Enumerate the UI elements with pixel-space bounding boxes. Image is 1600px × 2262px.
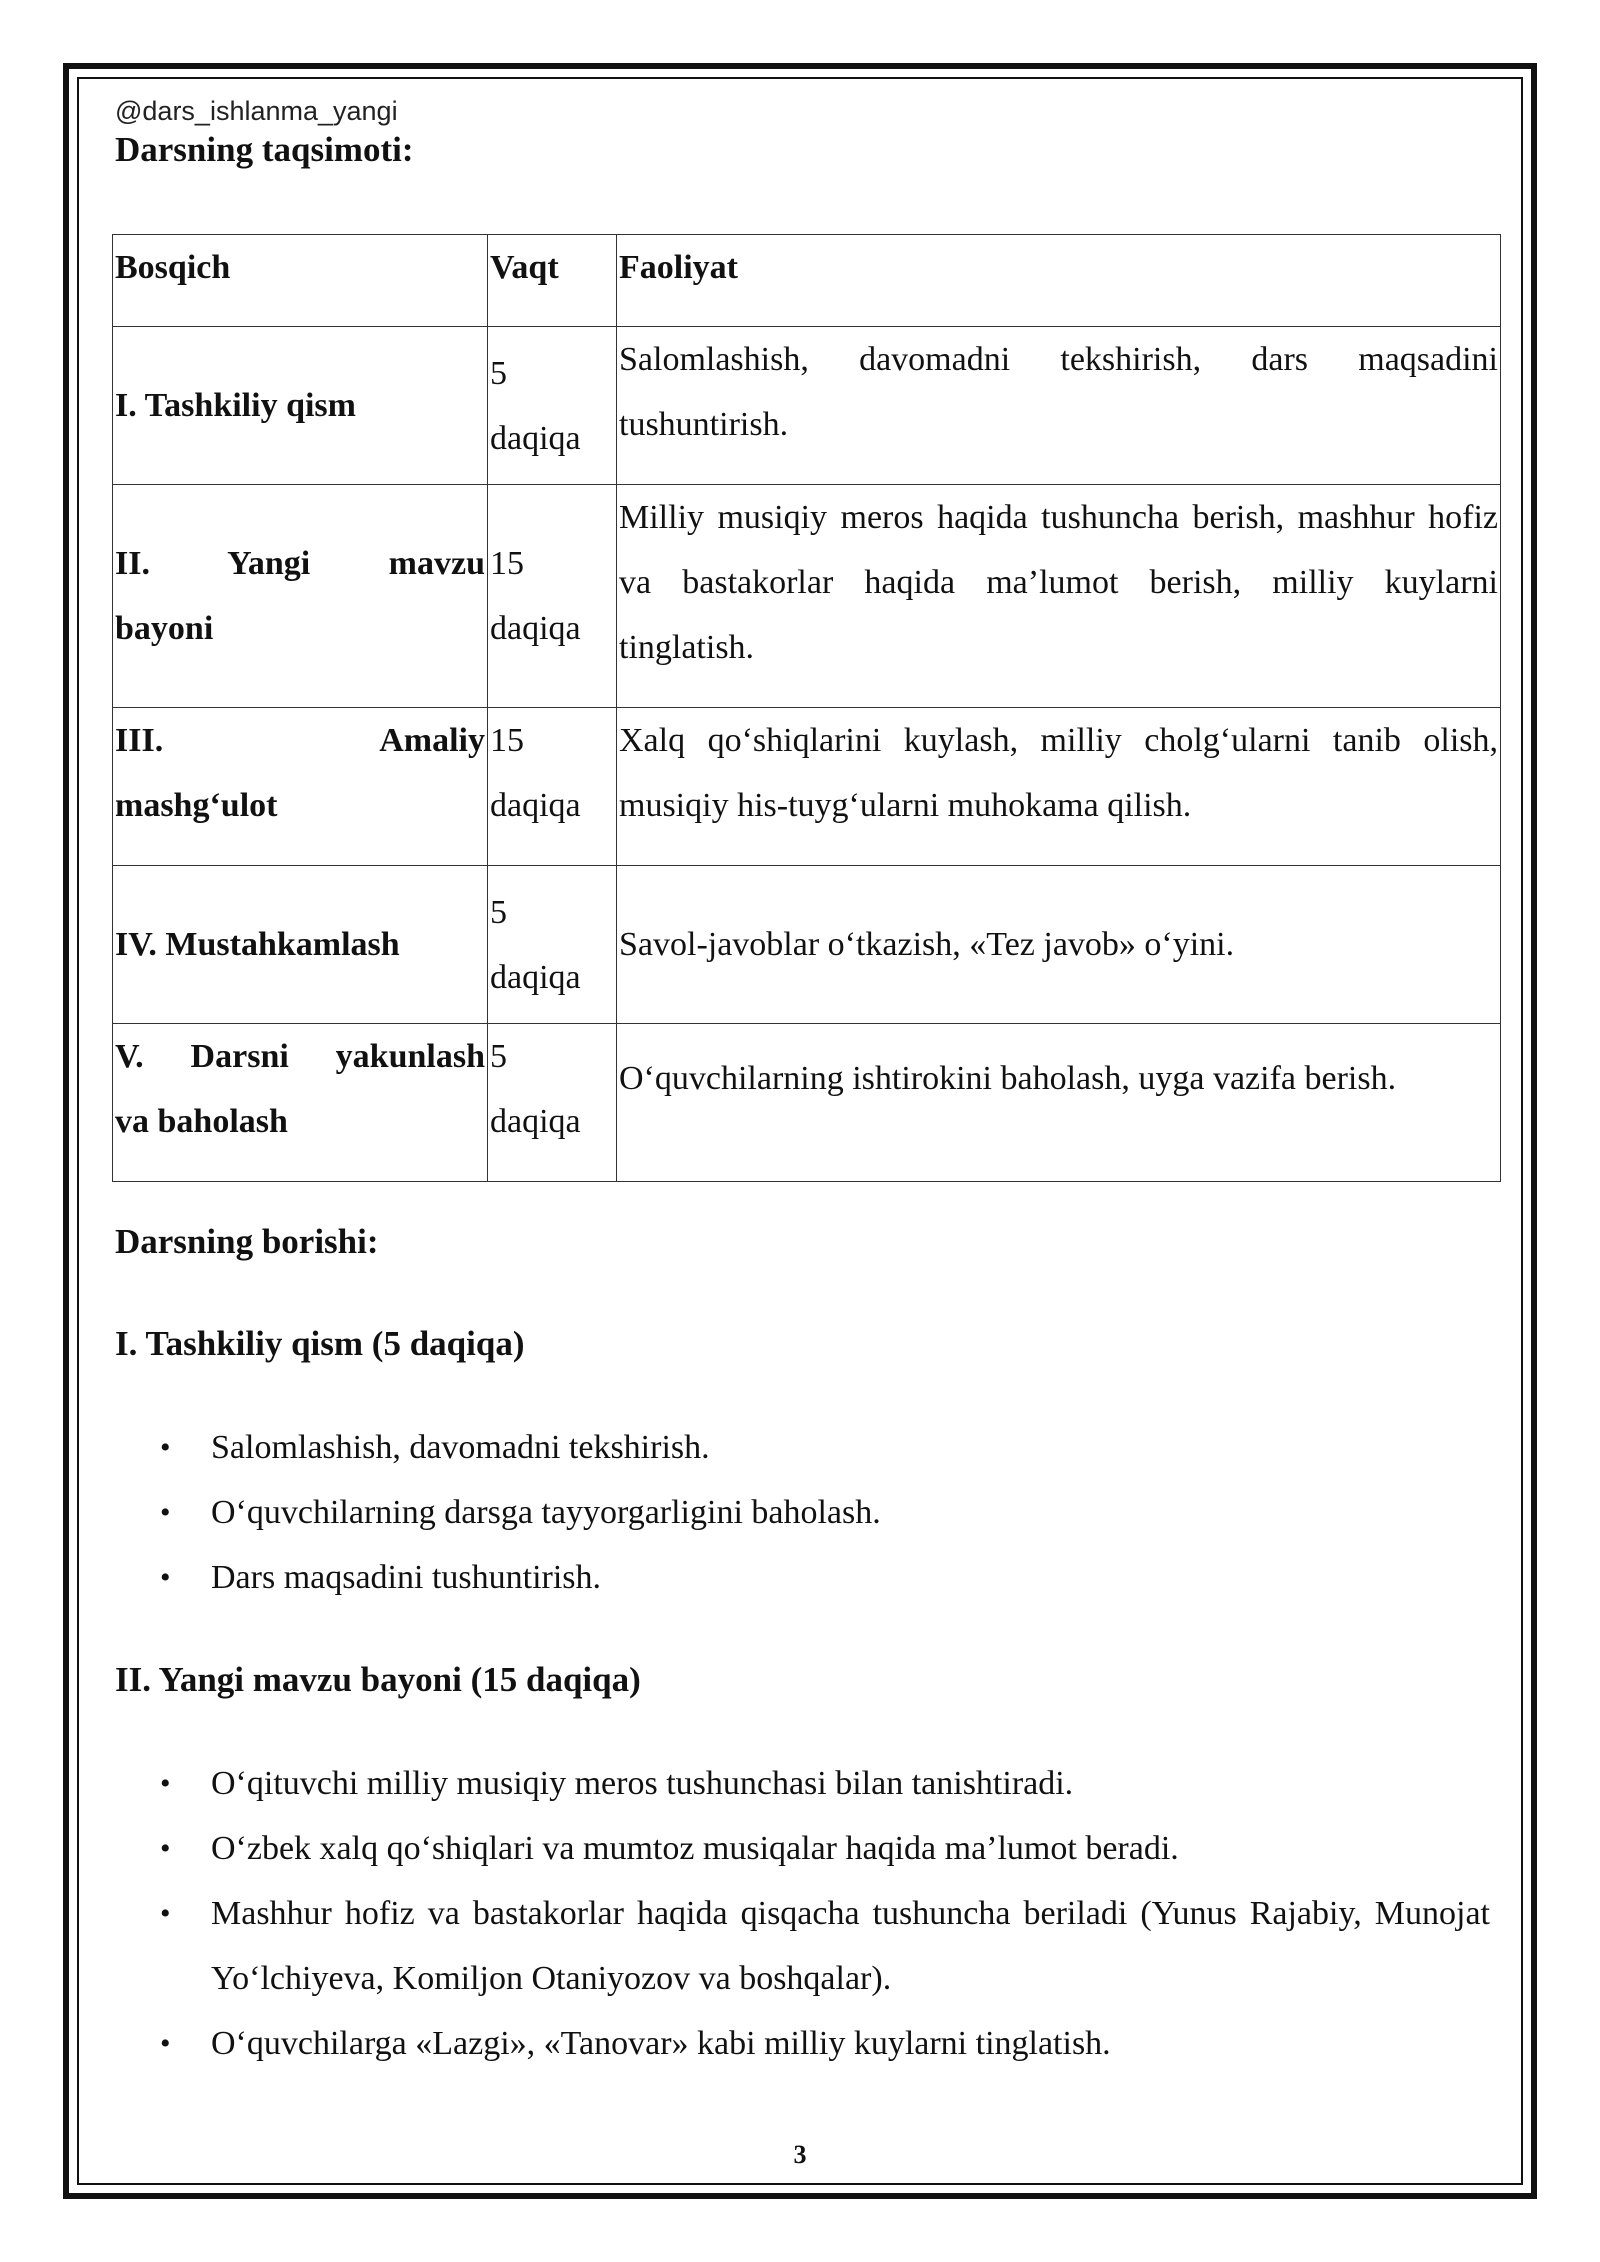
time-number: 15 xyxy=(490,722,524,759)
section-2-title: II. Yangi mavzu bayoni (15 daqiqa) xyxy=(115,1660,641,1699)
taqsimot-heading: Darsning taqsimoti: xyxy=(115,130,414,169)
activity-cell: Milliy musiqiy meros haqida tushuncha berish, mashhur hofiz va bastakorlar haqida ma’lumot berish, milliy kuylarni tinglatish. xyxy=(617,485,1501,708)
stage-cell xyxy=(113,1024,488,1182)
list-item-text: Mashhur hofiz va bastakorlar haqida qisqacha tushuncha beriladi (Yunus Rajabiy, Munojat Yo‘lchiyeva, Komiljon Otaniyozov va boshqalar). xyxy=(211,1895,1490,1997)
stage-line-2: va baholash xyxy=(115,1103,288,1140)
bullet-icon: • xyxy=(160,1767,171,1800)
bullet-icon: • xyxy=(160,1496,171,1529)
list-item xyxy=(115,1415,1490,1480)
stage-cell: I. Tashkiliy qism xyxy=(113,327,488,485)
table-row xyxy=(113,327,1501,485)
time-number: 15 xyxy=(490,545,524,582)
stage-line-1: II. Yangi mavzu xyxy=(115,545,485,582)
time-cell xyxy=(488,485,617,708)
time-unit: daqiqa xyxy=(490,1103,581,1140)
activity-cell: Salomlashish, davomadni tekshirish, dars maqsadini tushuntirish. xyxy=(617,327,1501,485)
list-item-text: O‘qituvchi milliy musiqiy meros tushunchasi bilan tanishtiradi. xyxy=(211,1765,1074,1802)
list-item-text: Dars maqsadini tushuntirish. xyxy=(211,1559,602,1596)
stage-line-2: mashg‘ulot xyxy=(115,787,278,824)
list-item xyxy=(115,1480,1490,1545)
time-cell xyxy=(488,866,617,1024)
table-row xyxy=(113,485,1501,708)
borishi-heading: Darsning borishi: xyxy=(115,1222,379,1261)
section-1-title: I. Tashkiliy qism (5 daqiqa) xyxy=(115,1324,525,1363)
page-number: 3 xyxy=(793,2140,807,2169)
bullet-icon: • xyxy=(160,1897,171,1930)
bullet-icon: • xyxy=(160,1832,171,1865)
activity-cell: Savol-javoblar o‘tkazish, «Tez javob» o‘yini. xyxy=(617,866,1501,1024)
list-item-text: O‘zbek xalq qo‘shiqlari va mumtoz musiqalar haqida ma’lumot beradi. xyxy=(211,1830,1179,1867)
list-item-text: O‘quvchilarning darsga tayyorgarligini baholash. xyxy=(211,1494,881,1531)
time-cell xyxy=(488,1024,617,1182)
list-item xyxy=(115,1881,1490,2011)
table-header-row xyxy=(113,235,1501,327)
time-unit: daqiqa xyxy=(490,958,581,996)
activity-cell: Xalq qo‘shiqlarini kuylash, milliy cholg‘ularni tanib olish, musiqiy his-tuyg‘ularni muhokama qilish. xyxy=(617,708,1501,866)
bullet-icon: • xyxy=(160,2027,171,2060)
time-number: 5 xyxy=(490,893,507,931)
stage-line-1: V. Darsni yakunlash xyxy=(115,1038,485,1075)
list-item xyxy=(115,1545,1490,1610)
list-item xyxy=(115,1816,1490,1881)
lesson-plan-table xyxy=(112,234,1501,1182)
stage-cell xyxy=(113,485,488,708)
time-cell xyxy=(488,327,617,485)
list-item-text: Salomlashish, davomadni tekshirish. xyxy=(211,1429,710,1466)
stage-cell: IV. Mustahkamlash xyxy=(113,866,488,1024)
time-number: 5 xyxy=(490,354,507,392)
section-1-list xyxy=(115,1415,1490,1610)
section-2-list xyxy=(115,1751,1490,2076)
header-faoliyat: Faoliyat xyxy=(617,235,1501,327)
header-bosqich: Bosqich xyxy=(113,235,488,327)
list-item xyxy=(115,2011,1490,2076)
list-item-text: O‘quvchilarga «Lazgi», «Tanovar» kabi milliy kuylarni tinglatish. xyxy=(211,2025,1111,2062)
bullet-icon: • xyxy=(160,1561,171,1594)
stage-line-2: bayoni xyxy=(115,610,214,647)
time-number: 5 xyxy=(490,1038,507,1075)
activity-cell: O‘quvchilarning ishtirokini baholash, uyga vazifa berish. xyxy=(617,1024,1501,1182)
time-unit: daqiqa xyxy=(490,610,581,647)
stage-line-1: III. Amaliy xyxy=(115,722,485,759)
time-unit: daqiqa xyxy=(490,419,581,457)
table-row xyxy=(113,1024,1501,1182)
time-unit: daqiqa xyxy=(490,787,581,824)
table-row xyxy=(113,866,1501,1024)
watermark-handle: @dars_ishlanma_yangi xyxy=(115,96,398,126)
time-cell xyxy=(488,708,617,866)
table-row xyxy=(113,708,1501,866)
list-item xyxy=(115,1751,1490,1816)
bullet-icon: • xyxy=(160,1431,171,1464)
header-vaqt: Vaqt xyxy=(488,235,617,327)
stage-cell xyxy=(113,708,488,866)
